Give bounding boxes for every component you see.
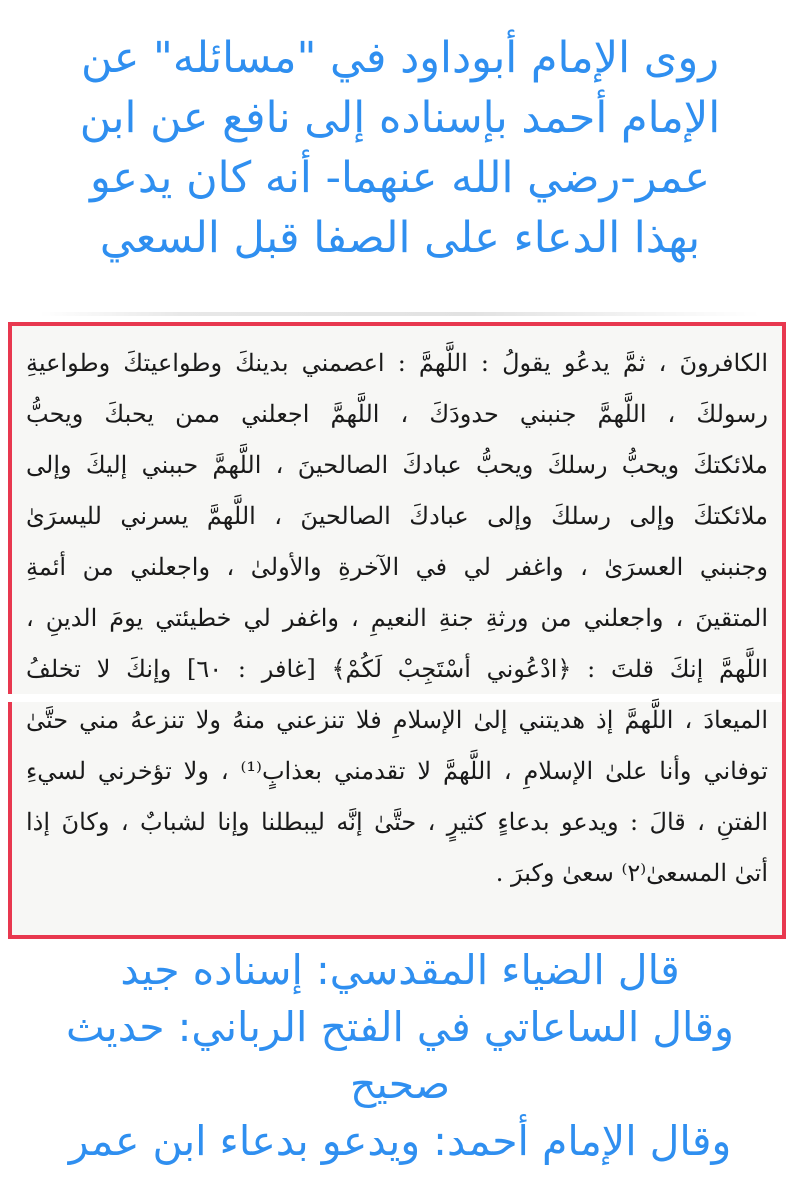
header-note <box>20 28 780 268</box>
header-note-line: الإمام أحمد بإسناده إلى نافع عن ابن <box>79 93 721 143</box>
scan-line: وجنبني العسرَىٰ ، واغفر لي في الآخرةِ والأولىٰ ، واجعلني من أئمةِ <box>26 553 768 581</box>
footer-note-line: وقال الإمام أحمد: ويدعو بدعاء ابن عمر <box>68 1117 732 1165</box>
scanned-text-excerpt <box>8 322 786 939</box>
scan-line: الكافرونَ ، ثمَّ يدعُو يقولُ : اللَّهمَّ : اعصمني بدينكَ وطواعيتكَ وطواعيةِ <box>26 349 768 377</box>
scan-line: رسولكَ ، اللَّهمَّ جنبني حدودَكَ ، اللَّهمَّ اجعلني ممن يحبكَ ويحبُّ <box>26 400 768 428</box>
header-note-line: بهذا الدعاء على الصفا قبل السعي <box>99 213 701 263</box>
footer-note <box>10 942 790 1170</box>
scan-line: توفاني وأنا علىٰ الإسلامِ ، اللَّهمَّ لا تقدمني بعذابٍ⁽¹⁾ ، ولا تؤخرني لسيءِ <box>26 757 768 785</box>
scan-edge-divider <box>40 312 760 316</box>
header-note-line: روى الإمام أبوداود في "مسائله" عن <box>81 33 719 83</box>
scan-line: ملائكتكَ وإلى رسلكَ وإلى عبادكَ الصالحينَ ، اللَّهمَّ يسرني لليسرَىٰ <box>26 502 768 530</box>
footer-note-line: قال الضياء المقدسي: إسناده جيد <box>120 946 680 994</box>
scan-line: أتىٰ المسعىٰ⁽٢⁾ سعىٰ وكبرَ . <box>495 859 768 887</box>
scan-line: المتقينَ ، واجعلني من ورثةِ جنةِ النعيمِ ، واغفر لي خطيئتي يومَ الدينِ ، <box>26 604 768 632</box>
scan-line: اللَّهمَّ إنكَ قلتَ : ﴿ادْعُوني أسْتَجِبْ لَكُمْ﴾ [غافر : ٦٠] وإنكَ لا تخلفُ <box>26 655 768 683</box>
scan-line: الميعادَ ، اللَّهمَّ إذ هديتني إلىٰ الإسلامِ فلا تنزعني منهُ ولا تنزعهُ مني حتَّىٰ <box>26 706 768 734</box>
footer-note-line: صحيح <box>349 1060 451 1108</box>
scan-text-body <box>26 338 768 899</box>
scan-line: الفتنِ ، قالَ : ويدعو بدعاءٍ كثيرٍ ، حتَّىٰ إنَّه ليبطلنا وإنا لشبابٌ ، وكانَ إذا <box>26 808 768 836</box>
scan-line: ملائكتكَ ويحبُّ رسلكَ ويحبُّ عبادكَ الصالحينَ ، اللَّهمَّ حببني إليكَ وإلى <box>26 451 768 479</box>
footer-note-line: وقال الساعاتي في الفتح الرباني: حديث <box>66 1003 734 1051</box>
header-note-line: عمر-رضي الله عنهما- أنه كان يدعو <box>89 153 710 203</box>
